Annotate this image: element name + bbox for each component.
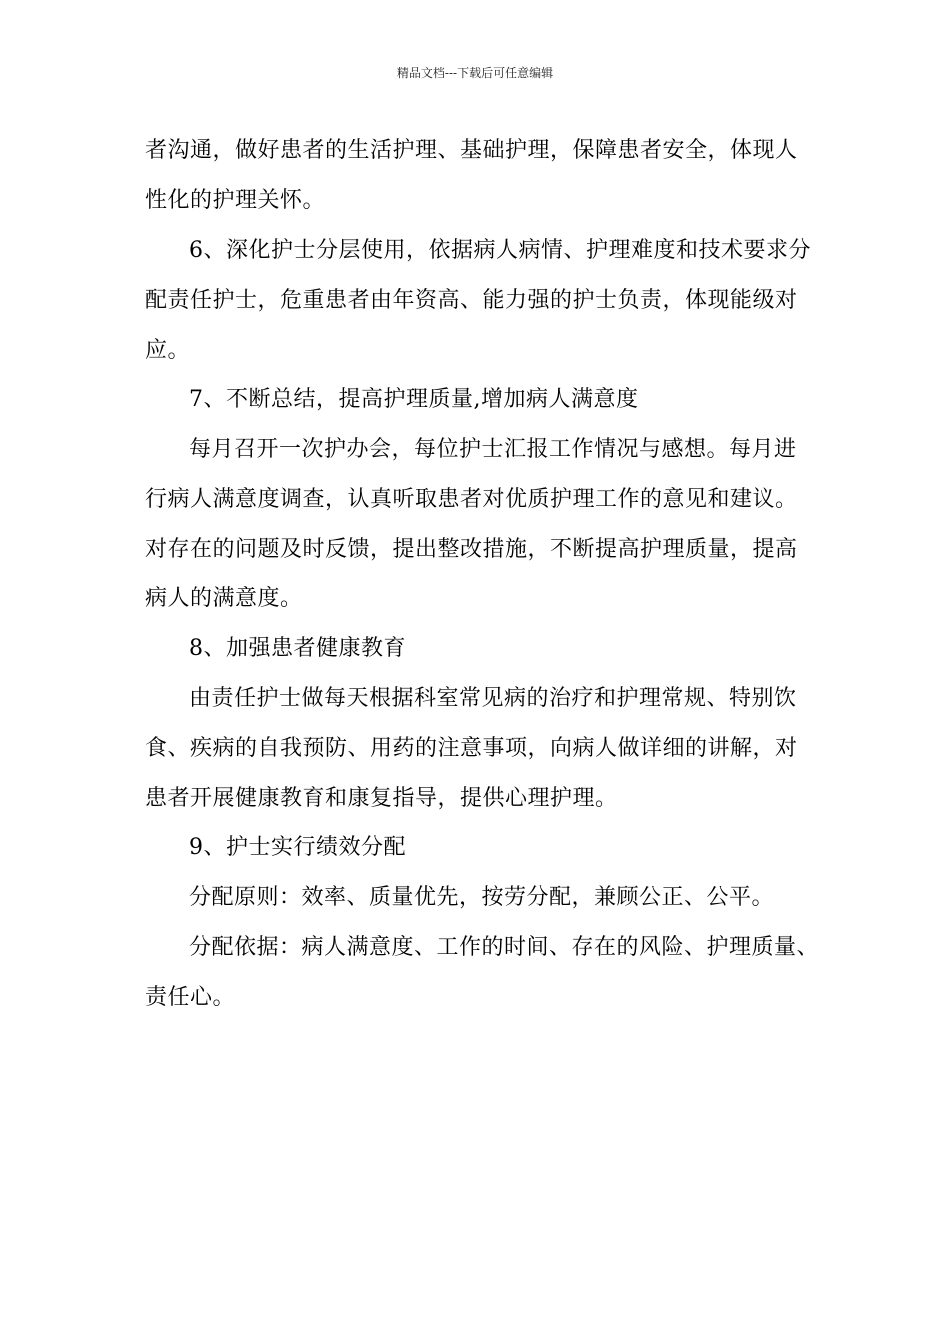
text-line: 由责任护士做每天根据科室常见病的治疗和护理常规、特别饮 (189, 686, 797, 711)
section-heading: 9、护士实行绩效分配 (189, 835, 406, 860)
page-header: 精品文档---下载后可任意编辑 (396, 66, 554, 80)
text-line: 性化的护理关怀。 (145, 188, 326, 213)
text-line: 配责任护士，危重患者由年资高、能力强的护士负责，体现能级对 (145, 288, 798, 313)
section-heading: 8、加强患者健康教育 (189, 636, 406, 661)
text-line: 应。 (145, 338, 191, 363)
text-line: 责任心。 (145, 985, 236, 1010)
text-line: 对存在的问题及时反馈，提出整改措施，不断提高护理质量，提高 (145, 537, 798, 562)
text-line: 分配原则：效率、质量优先，按劳分配，兼顾公正、公平。 (189, 885, 775, 910)
text-line: 者沟通，做好患者的生活护理、基础护理，保障患者安全，体现人 (145, 138, 798, 163)
section-heading: 7、不断总结，提高护理质量,增加病人满意度 (189, 387, 639, 412)
text-line: 食、疾病的自我预防、用药的注意事项，向病人做详细的讲解，对 (145, 736, 798, 761)
text-line: 行病人满意度调查，认真听取患者对优质护理工作的意见和建议。 (145, 487, 798, 512)
text-line: 分配依据：病人满意度、工作的时间、存在的风险、护理质量、 (189, 935, 820, 960)
text-line: 患者开展健康教育和康复指导，提供心理护理。 (145, 786, 618, 811)
text-line: 病人的满意度。 (145, 586, 303, 611)
text-line: 每月召开一次护办会，每位护士汇报工作情况与感想。每月进 (189, 437, 797, 462)
section-heading: 6、深化护士分层使用，依据病人病情、护理难度和技术要求分 (189, 238, 811, 263)
